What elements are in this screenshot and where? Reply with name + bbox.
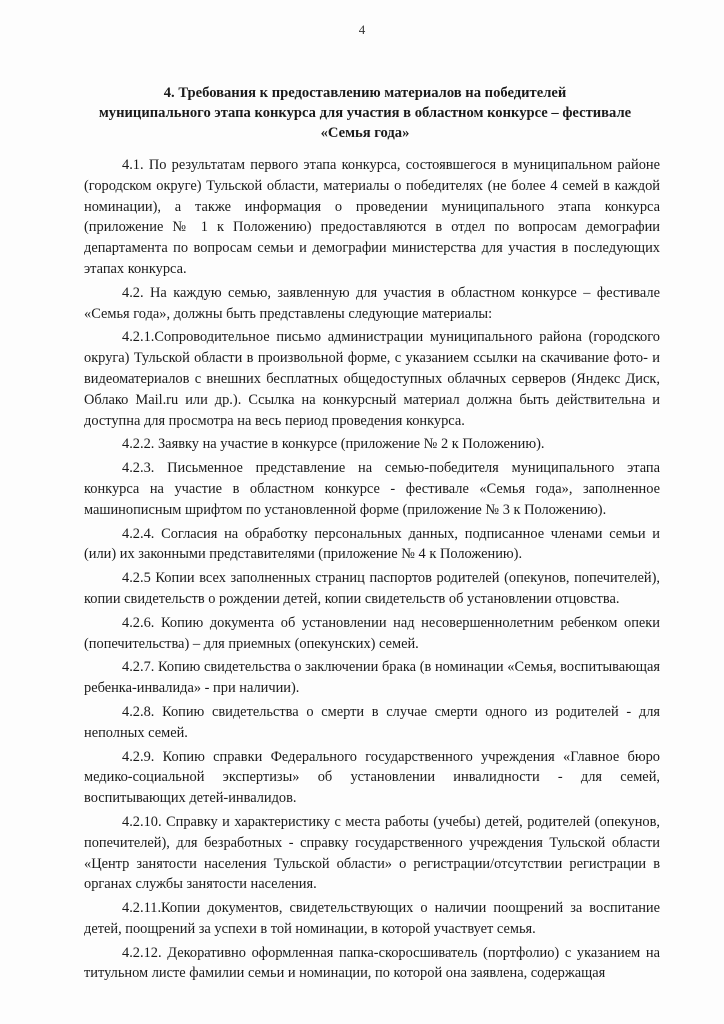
paragraph-4-2-8: 4.2.8. Копию свидетельства о смерти в случае смерти одного из родителей - для неполных семей.	[84, 703, 660, 741]
paragraph-4-2-4: 4.2.4. Согласия на обработку персональных данных, подписанное членами семьи и (или) их законными представителями (приложение № 4 к Положению).	[84, 525, 660, 563]
paragraph-4-2-12: 4.2.12. Декоративно оформленная папка-скоросшиватель (портфолио) с указанием на титульном листе фамилии семьи и номинации, по которой она заявлена, содержащая	[84, 944, 660, 982]
paragraph-4-2-10: 4.2.10. Справку и характеристику с места работы (учебы) детей, родителей (опекунов, попечителей), для безработных - справку государственного учреждения Тульской области «Центр занятости населения Тульской области» о регистрации/отсутствии регистрации в органах службы занятости населения.	[84, 813, 660, 893]
paragraph-4-2-9: 4.2.9. Копию справки Федерального государственного учреждения «Главное бюро медико-социальной экспертизы» об установлении инвалидности - для семей, воспитывающих детей-инвалидов.	[84, 748, 660, 807]
paragraph-4-2-1: 4.2.1.Сопроводительное письмо администрации муниципального района (городского округа) Тульской области в произвольной форме, с указанием ссылки на скачивание фото- и видеоматериалов с внешних бесплатных общедоступных облачных серверов (Яндекс Диск, Облако Mail.ru или др.). Ссылка на конкурсный материал должна быть действительна и доступна для просмотра на весь период проведения конкурса.	[84, 329, 660, 429]
paragraph-4-2-7: 4.2.7. Копию свидетельства о заключении брака (в номинации «Семья, воспитывающая ребенка-инвалида» - при наличии).	[84, 659, 660, 697]
body-text	[84, 155, 660, 986]
paragraph-4-2-6: 4.2.6. Копию документа об установлении над несовершеннолетним ребенком опеки (попечительства) – для приемных (опекунских) семей.	[84, 614, 660, 652]
paragraph-4-2-5: 4.2.5 Копии всех заполненных страниц паспортов родителей (опекунов, попечителей), копии свидетельств о рождении детей, копии свидетельств об установлении отцовства.	[84, 570, 660, 607]
page-number: 4	[358, 22, 366, 37]
heading-line: муниципального этапа конкурса для участия в областном конкурсе – фестивале	[98, 105, 632, 121]
paragraph-4-2-11: 4.2.11.Копии документов, свидетельствующих о наличии поощрений за воспитание детей, поощрений за успехи в той номинации, в которой участвует семья.	[84, 900, 660, 937]
paragraph-4-2-3: 4.2.3. Письменное представление на семью-победителя муниципального этапа конкурса на участие в областном конкурсе - фестивале «Семья года», заполненное машинописным шрифтом по установленной форме (приложение № 3 к Положению).	[84, 460, 660, 518]
paragraph-4-2: 4.2. На каждую семью, заявленную для участия в областном конкурсе – фестивале «Семья года», должны быть представлены следующие материалы:	[84, 284, 660, 322]
section-heading	[60, 83, 670, 143]
heading-line: «Семья года»	[320, 125, 410, 141]
paragraph-4-1: 4.1. По результатам первого этапа конкурса, состоявшегося в муниципальном районе (городском округе) Тульской области, материалы о победителях (не более 4 семей в каждой номинации), а также информация о проведении муниципального этапа конкурса (приложение № 1 к Положению) предоставляются в отдел по вопросам демографии департамента по вопросам семьи и демографии министерства для участия в последующих этапах конкурса.	[84, 157, 660, 277]
heading-line: 4. Требования к предоставлению материалов на победителей	[163, 85, 567, 101]
paragraph-4-2-2: 4.2.2. Заявку на участие в конкурсе (приложение № 2 к Положению).	[122, 436, 545, 453]
